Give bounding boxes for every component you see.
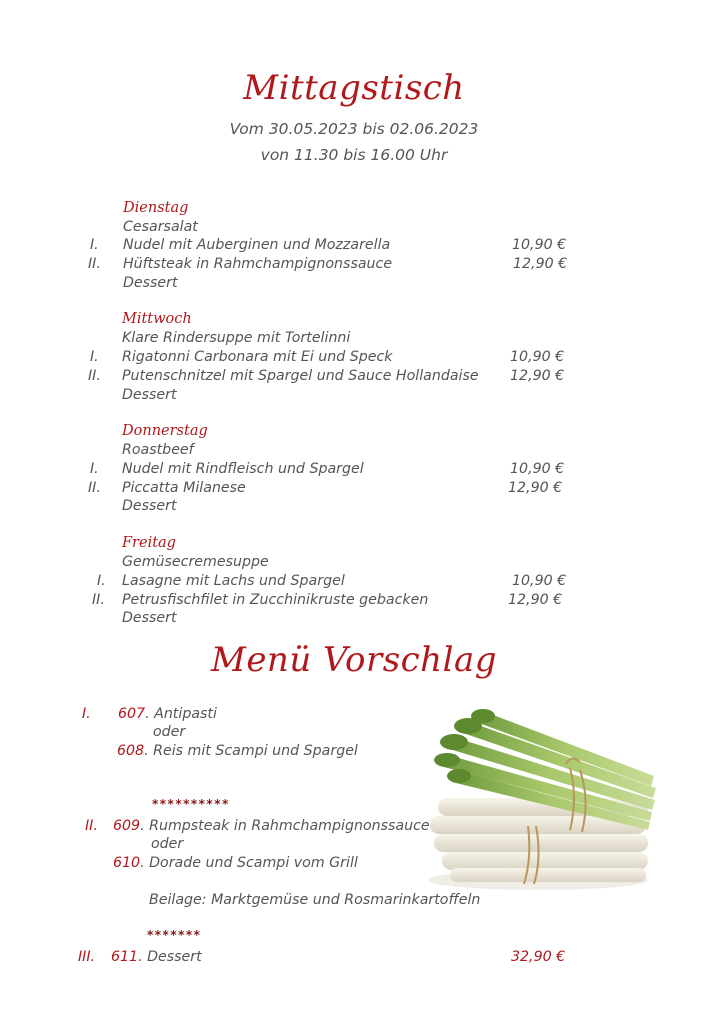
dish-number: 607 [118, 706, 146, 722]
item-number: I. [90, 349, 99, 365]
item-name: Nudel mit Rindfleisch und Spargel [122, 461, 364, 477]
course-option [113, 818, 430, 834]
star-separator: ********** [152, 797, 230, 811]
dessert: Dessert [122, 498, 177, 514]
dish-text: . Dorade und Scampi vom Grill [140, 855, 358, 871]
side-dish: Beilage: Marktgemüse und Rosmarinkartoffeln [149, 892, 481, 908]
dish-text: . Dessert [138, 949, 202, 965]
course-roman: I. [82, 706, 91, 722]
dessert: Dessert [122, 610, 177, 626]
course-option [113, 855, 358, 871]
course-option [117, 743, 358, 759]
item-name: Nudel mit Auberginen und Mozzarella [123, 237, 391, 253]
day-heading: Donnerstag [122, 423, 208, 439]
item-number: II. [92, 592, 105, 608]
page-title: Mittagstisch [243, 68, 465, 108]
course-option [111, 949, 202, 965]
item-price: 10,90 € [512, 573, 567, 589]
or-separator: oder [151, 836, 184, 852]
item-price: 10,90 € [510, 349, 565, 365]
item-number: I. [90, 461, 99, 477]
starter: Cesarsalat [123, 219, 198, 235]
dish-number: 611 [111, 949, 139, 965]
course-option [118, 706, 217, 722]
item-price: 10,90 € [510, 461, 565, 477]
time-range: von 11.30 bis 16.00 Uhr [260, 146, 448, 164]
date-range: Vom 30.05.2023 bis 02.06.2023 [229, 120, 479, 138]
dish-number: 608 [117, 743, 145, 759]
day-heading: Mittwoch [122, 311, 192, 327]
starter: Roastbeef [122, 442, 194, 458]
dish-number: 609 [113, 818, 141, 834]
item-price: 12,90 € [508, 480, 563, 496]
starter: Klare Rindersuppe mit Tortelinni [122, 330, 351, 346]
dish-text: . Reis mit Scampi und Spargel [144, 743, 358, 759]
menu-price: 32,90 € [511, 949, 566, 965]
item-name: Rigatonni Carbonara mit Ei und Speck [122, 349, 393, 365]
item-number: I. [97, 573, 106, 589]
day-heading: Dienstag [123, 200, 189, 216]
course-roman: II. [85, 818, 98, 834]
item-name: Piccatta Milanese [122, 480, 246, 496]
item-price: 12,90 € [510, 368, 565, 384]
item-number: II. [88, 368, 101, 384]
dish-number: 610 [113, 855, 141, 871]
item-price: 10,90 € [512, 237, 567, 253]
item-name: Petrusfischfilet in Zucchinikruste gebacken [122, 592, 429, 608]
course-roman: III. [78, 949, 96, 965]
dish-text: . Rumpsteak in Rahmchampignonssauce [140, 818, 430, 834]
asparagus-bundle-icon [420, 708, 658, 894]
item-number: I. [90, 237, 99, 253]
or-separator: oder [153, 724, 186, 740]
item-price: 12,90 € [508, 592, 563, 608]
dessert: Dessert [123, 275, 178, 291]
item-number: II. [88, 480, 101, 496]
item-price: 12,90 € [513, 256, 568, 272]
dish-text: . Antipasti [145, 706, 217, 722]
item-name: Lasagne mit Lachs und Spargel [122, 573, 345, 589]
item-name: Hüftsteak in Rahmchampignonssauce [123, 256, 393, 272]
item-name: Putenschnitzel mit Spargel und Sauce Hollandaise [122, 368, 479, 384]
star-separator: ******* [147, 928, 202, 942]
day-heading: Freitag [122, 535, 176, 551]
starter: Gemüsecremesuppe [122, 554, 269, 570]
menu-title: Menü Vorschlag [211, 640, 497, 680]
item-number: II. [88, 256, 101, 272]
dessert: Dessert [122, 387, 177, 403]
